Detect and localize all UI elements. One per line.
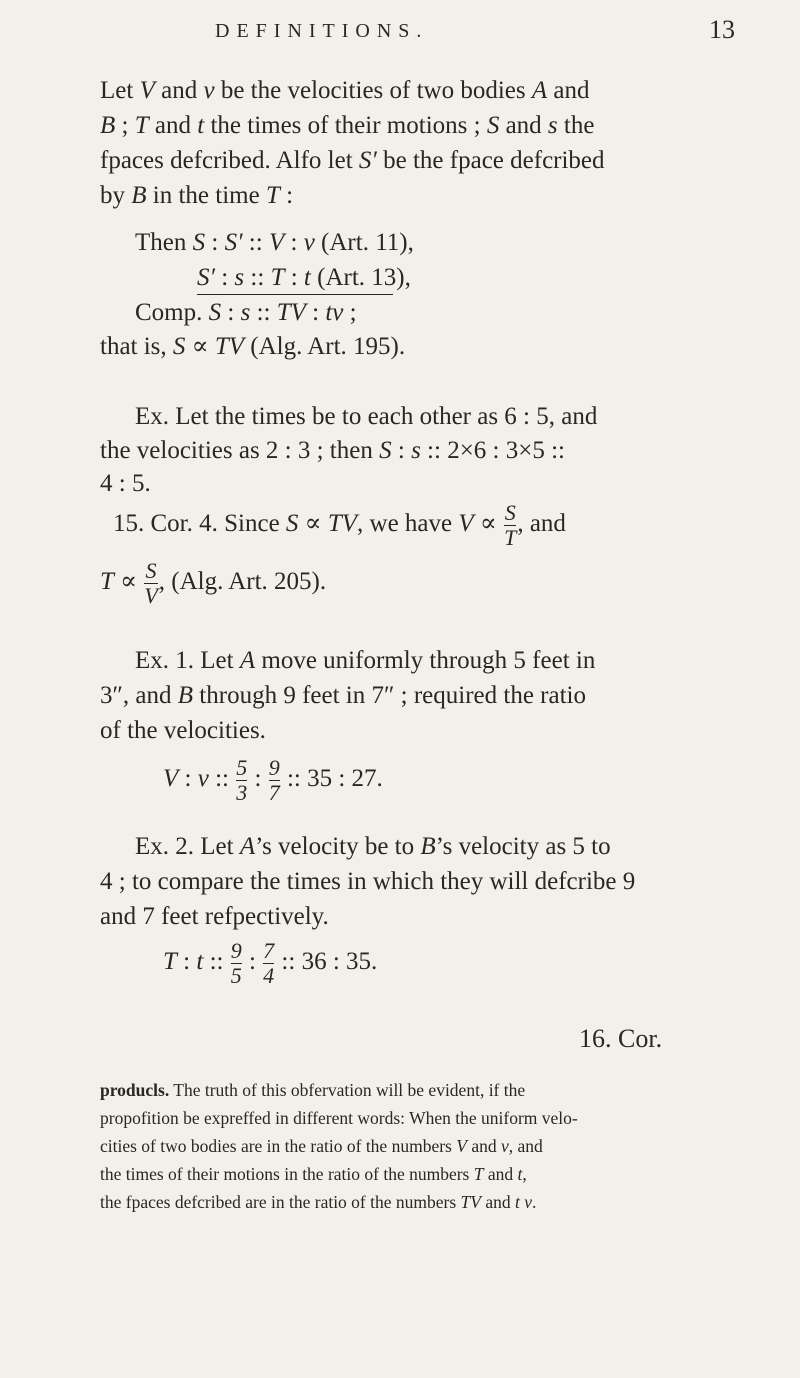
example-line-2: the velocities as 2 : 3 ; then S : s :: 2×6 : 3×5 :: <box>100 437 565 464</box>
ex1-ratio: V : v :: $\frac{5}{3}$ : $\frac{9}{7}$ :: 35 : 27. <box>163 755 383 805</box>
ex2-line-1: Ex. 2. Let A’s velocity be to B’s velocity as 5 to <box>135 833 611 860</box>
fraction-s-over-t: $\frac{S}{T}$ <box>504 500 517 550</box>
ex2-line-3: and 7 feet refpectively. <box>100 903 329 930</box>
composition-rule <box>197 294 393 295</box>
running-header: DEFINITIONS. <box>215 20 429 42</box>
equation-2: S′ : s :: T : t (Art. 13), <box>197 264 411 291</box>
ex1-line-2: 3″, and B through 9 feet in 7″ ; required the ratio <box>100 682 586 709</box>
equation-1: Then S : S′ :: V : v (Art. 11), <box>135 229 414 256</box>
equation-4: that is, S ∝ TV (Alg. Art. 195). <box>100 333 406 360</box>
fraction-9-over-7: $\frac{9}{7}$ <box>268 755 280 805</box>
para1-line-3: fpaces defcribed. Alfo let S′ be the fpace defcribed <box>100 147 605 174</box>
footnote-line-4: the times of their motions in the ratio of the numbers T and t, <box>100 1164 527 1184</box>
fraction-9-over-5: $\frac{9}{5}$ <box>230 938 242 988</box>
page-number: 13 <box>709 15 735 44</box>
ex2-ratio: T : t :: $\frac{9}{5}$ : $\frac{7}{4}$ :: 36 : 35. <box>163 938 378 988</box>
catchword: 16. Cor. <box>579 1024 663 1053</box>
example-line-3: 4 : 5. <box>100 470 151 497</box>
para1-line-1: Let V and v be the velocities of two bodies A and <box>100 77 590 104</box>
fraction-5-over-3: $\frac{5}{3}$ <box>236 755 248 805</box>
para1-line-2: B ; T and t the times of their motions ; S and s the <box>100 112 595 139</box>
equation-3: Comp. S : s :: TV : tv ; <box>135 299 357 326</box>
footnote-line-1: producls. The truth of this obfervation will be evident, if the <box>100 1080 526 1100</box>
footnote-line-3: cities of two bodies are in the ratio of the numbers V and v, and <box>100 1136 543 1156</box>
cor4-line-2: T ∝ $\frac{S}{V}$ , (Alg. Art. 205). <box>100 558 327 608</box>
ex2-line-2: 4 ; to compare the times in which they will defcribe 9 <box>100 868 636 895</box>
ex1-line-3: of the velocities. <box>100 717 266 744</box>
fraction-7-over-4: $\frac{7}{4}$ <box>263 938 275 988</box>
footnote-line-2: propofition be expreffed in different words: When the uniform velo- <box>100 1108 578 1128</box>
cor4-line-1: 15. Cor. 4. Since S ∝ TV, we have V ∝ $\frac{S}{T}$ , and <box>113 500 566 550</box>
fraction-s-over-v: $\frac{S}{V}$ <box>144 558 158 608</box>
ex1-line-1: Ex. 1. Let A move uniformly through 5 feet in <box>135 647 596 674</box>
para1-line-4: by B in the time T : <box>100 182 294 209</box>
example-line-1: Ex. Let the times be to each other as 6 : 5, and <box>135 403 598 430</box>
footnote-line-5: the fpaces defcribed are in the ratio of the numbers TV and t v. <box>100 1192 537 1212</box>
